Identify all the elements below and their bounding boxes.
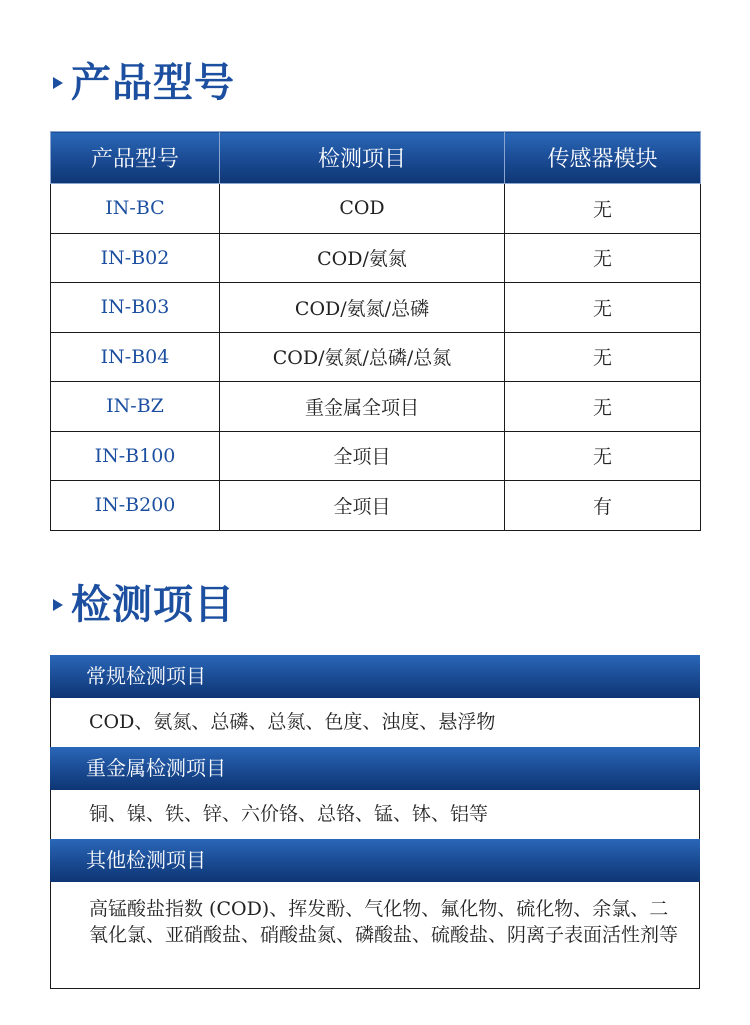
items-cell: COD/氨氮/总磷 — [220, 283, 505, 333]
items-cell: 全项目 — [220, 431, 505, 481]
model-cell: IN-B100 — [51, 431, 220, 481]
section-title-text: 检测项目 — [71, 581, 235, 628]
category-content-heavy-metal: 铜、镍、铁、锌、六价铬、总铬、锰、钵、铝等 — [50, 790, 700, 839]
model-cell: IN-B02 — [51, 233, 220, 283]
sensor-cell: 无 — [505, 382, 701, 432]
items-cell: 全项目 — [220, 481, 505, 531]
detection-items — [50, 655, 700, 989]
header-items: 检测项目 — [220, 132, 505, 184]
model-cell: IN-BZ — [51, 382, 220, 432]
category-content-other: 高锰酸盐指数 (COD)、挥发酚、气化物、氟化物、硫化物、余氯、二氧化氯、亚硝酸盐、硝酸盐氮、磷酸盐、硫酸盐、阴离子表面活性剂等 — [50, 882, 700, 989]
model-cell: IN-B200 — [51, 481, 220, 531]
sensor-cell: 无 — [505, 233, 701, 283]
table-row — [51, 184, 701, 234]
header-sensor: 传感器模块 — [505, 132, 701, 184]
section-title-models — [53, 58, 235, 108]
category-content-regular: COD、氨氮、总磷、总氮、色度、浊度、悬浮物 — [50, 698, 700, 747]
category-header-regular: 常规检测项目 — [50, 655, 700, 698]
table-row — [51, 382, 701, 432]
triangle-right-icon — [53, 599, 63, 611]
table-row — [51, 481, 701, 531]
table-row — [51, 332, 701, 382]
sensor-cell: 无 — [505, 184, 701, 234]
section-title-text: 产品型号 — [71, 59, 235, 106]
category-header-other: 其他检测项目 — [50, 839, 700, 882]
category-header-heavy-metal: 重金属检测项目 — [50, 747, 700, 790]
sensor-cell: 无 — [505, 283, 701, 333]
items-cell: COD/氨氮/总磷/总氮 — [220, 332, 505, 382]
model-cell: IN-BC — [51, 184, 220, 234]
model-table — [50, 131, 701, 531]
table-row — [51, 233, 701, 283]
table-header-row — [51, 132, 701, 184]
table-row — [51, 431, 701, 481]
table-row — [51, 283, 701, 333]
model-cell: IN-B04 — [51, 332, 220, 382]
items-cell: COD — [220, 184, 505, 234]
model-cell: IN-B03 — [51, 283, 220, 333]
triangle-right-icon — [53, 77, 63, 89]
sensor-cell: 无 — [505, 332, 701, 382]
header-model: 产品型号 — [51, 132, 220, 184]
sensor-cell: 无 — [505, 431, 701, 481]
sensor-cell: 有 — [505, 481, 701, 531]
items-cell: 重金属全项目 — [220, 382, 505, 432]
items-cell: COD/氨氮 — [220, 233, 505, 283]
section-title-items — [53, 580, 235, 630]
